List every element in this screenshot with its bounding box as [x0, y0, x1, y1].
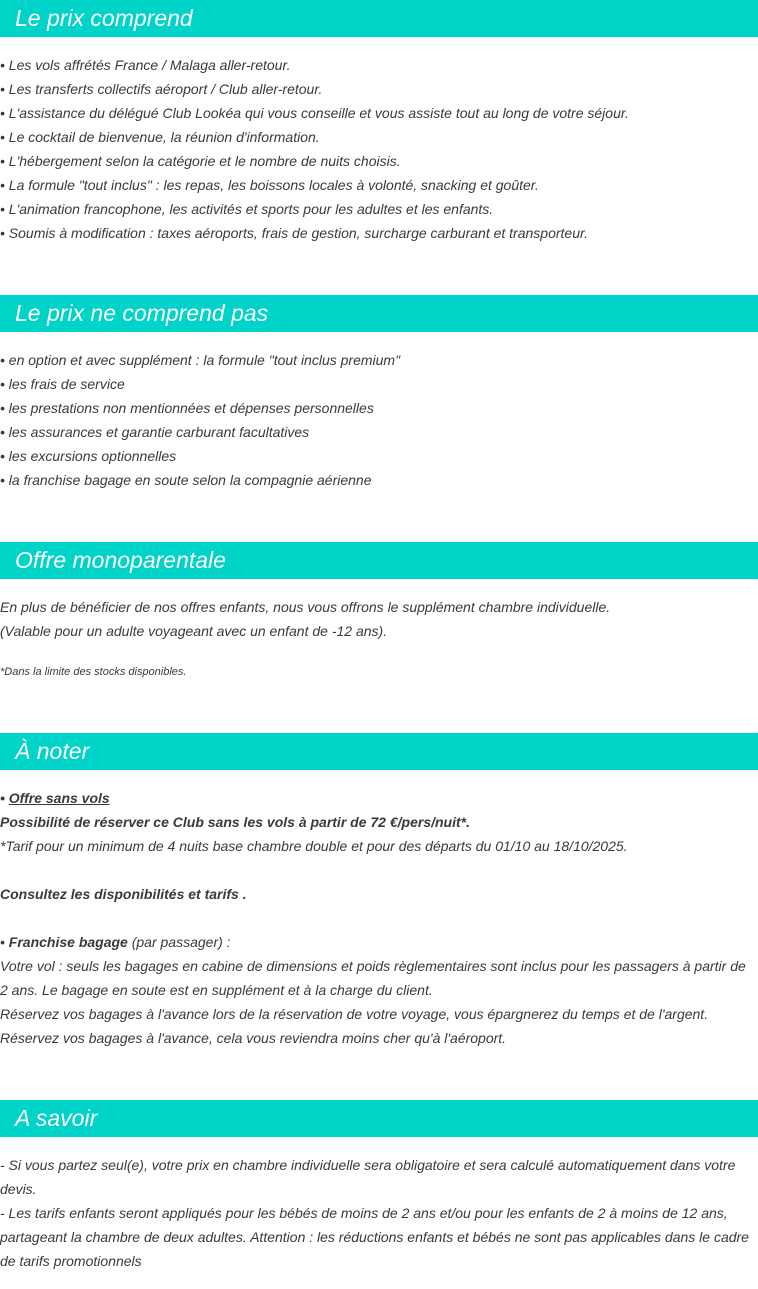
list-item: • les prestations non mentionnées et dépenses personnelles	[0, 396, 755, 420]
list-item: • Les transferts collectifs aéroport / Club aller-retour.	[0, 77, 755, 101]
list-item: • La formule "tout inclus" : les repas, les boissons locales à volonté, snacking et goûter.	[0, 173, 755, 197]
offre-sans-vols-note: *Tarif pour un minimum de 4 nuits base chambre double et pour des départs du 01/10 au 18/10/2025.	[0, 838, 628, 854]
list-prix-ne-comprend-pas	[0, 348, 755, 492]
offre-monoparentale-line: (Valable pour un adulte voyageant avec un enfant de -12 ans).	[0, 623, 388, 639]
list-item: • L'assistance du délégué Club Lookéa qui vous conseille et vous assiste tout au long de votre séjour.	[0, 101, 755, 125]
a-noter-content	[0, 786, 755, 1050]
section-header-a-noter: À noter	[0, 733, 758, 770]
offre-monoparentale-text	[0, 595, 755, 643]
offre-monoparentale-line: En plus de bénéficier de nos offres enfants, nous vous offrons le supplément chambre individuelle.	[0, 599, 611, 615]
offre-monoparentale-note: *Dans la limite des stocks disponibles.	[0, 666, 187, 678]
list-item: • Le cocktail de bienvenue, la réunion d'information.	[0, 125, 755, 149]
franchise-bagage-label: Franchise bagage	[8, 934, 128, 950]
offre-sans-vols-item	[0, 786, 755, 810]
a-savoir-content	[0, 1153, 755, 1273]
section-header-offre-monoparentale: Offre monoparentale	[0, 542, 758, 579]
offre-sans-vols-price: Possibilité de réserver ce Club sans les vols à partir de 72 €/pers/nuit*.	[0, 814, 470, 830]
offre-sans-vols-link[interactable]: Offre sans vols	[8, 790, 110, 806]
spacer	[0, 906, 755, 930]
section-header-prix-ne-comprend-pas: Le prix ne comprend pas	[0, 295, 758, 332]
list-prix-comprend	[0, 53, 755, 245]
list-item: • les assurances et garantie carburant facultatives	[0, 420, 755, 444]
list-item: • L'hébergement selon la catégorie et le nombre de nuits choisis.	[0, 149, 755, 173]
section-header-a-savoir: A savoir	[0, 1100, 758, 1137]
list-item: • les excursions optionnelles	[0, 444, 755, 468]
list-item: • L'animation francophone, les activités et sports pour les adultes et les enfants.	[0, 197, 755, 221]
franchise-bagage-sub: (par passager) :	[127, 934, 231, 950]
list-item: • les frais de service	[0, 372, 755, 396]
list-item: • Soumis à modification : taxes aéroports, frais de gestion, surcharge carburant et transporteur.	[0, 221, 755, 245]
franchise-bagage-item	[0, 930, 755, 954]
list-item: • la franchise bagage en soute selon la compagnie aérienne	[0, 468, 755, 492]
franchise-line: Réservez vos bagages à l'avance lors de la réservation de votre voyage, vous épargnerez du temps et de l'argent.	[0, 1006, 709, 1022]
a-savoir-line: - Si vous partez seul(e), votre prix en chambre individuelle sera obligatoire et sera calculé automatiquement dans votre devis.	[0, 1157, 736, 1197]
section-header-prix-comprend: Le prix comprend	[0, 0, 758, 37]
a-savoir-line: - Les tarifs enfants seront appliqués pour les bébés de moins de 2 ans et/ou pour les enfants de 2 à moins de 12 ans, partageant la chambre de deux adultes. Attention : les réductions enfants et bébés ne sont pas applicables dans le cadre de tarifs promotionnels	[0, 1205, 749, 1269]
list-item: • en option et avec supplément : la formule "tout inclus premium"	[0, 348, 755, 372]
franchise-line: Réservez vos bagages à l'avance, cela vous reviendra moins cher qu'à l'aéroport.	[0, 1030, 507, 1046]
consultez-link[interactable]: Consultez les disponibilités et tarifs .	[0, 886, 247, 902]
franchise-line: Votre vol : seuls les bagages en cabine de dimensions et poids règlementaires sont inclus pour les passagers à partir de 2 ans. Le bagage en soute est en supplément et à la charge du client.	[0, 958, 746, 998]
spacer	[0, 858, 755, 882]
list-item: • Les vols affrétés France / Malaga aller-retour.	[0, 53, 755, 77]
